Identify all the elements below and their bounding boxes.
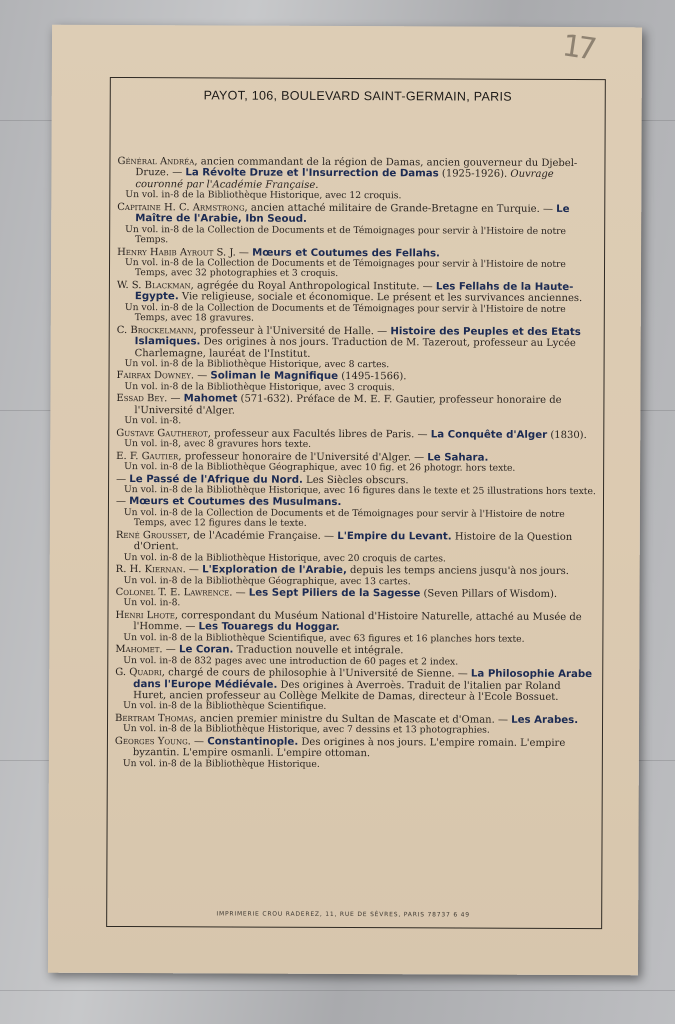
entry-main-line	[116, 393, 596, 418]
entry-edition: Un vol. in-8 de la Bibliothèque Géographique, avec 10 fig. et 26 photogr. hors texte.	[124, 461, 516, 474]
entry-main-line	[117, 325, 597, 361]
entry-details: Des origines à nos jours. L'empire romain. L'empire byzantin. L'empire osmanli. L'empire ottoman.	[132, 736, 566, 760]
entry-edition: Un vol. in-8 de la Bibliothèque Historique, avec 8 cartes.	[124, 358, 390, 371]
entry-details: Vie religieuse, sociale et économique. Le présent et les survivances anciennes.	[181, 291, 583, 305]
entry-edition: Un vol. in-8 de la Bibliothèque Historique, avec 12 croquis.	[125, 189, 402, 202]
entry-main-line	[115, 610, 595, 635]
entry-edition: Un vol. in-8 de la Collection de Documents et de Témoignages pour servir à l'Histoire de notre Temps, avec 32 photographies et 3 croquis.	[125, 256, 566, 280]
entry-author: W. S. Blackman,	[116, 279, 194, 292]
entry-main-line	[117, 202, 597, 227]
entry-details: Des origines à Averroès. Traduit de l'italien par Roland Huret, ancien professeur au Collège Melkite de Damas, directeur à l'Ecole Bossuet.	[133, 679, 561, 703]
entry-description: de l'Académie Française. —	[193, 530, 335, 542]
entry-details: (1925-1926).	[441, 168, 508, 181]
entry-main-line	[115, 667, 595, 703]
catalog-entry	[116, 474, 596, 498]
entry-edition: Un vol. in-8, avec 8 gravures hors texte.	[124, 438, 312, 450]
entry-description: professeur honoraire de l'Université d'Alger. —	[184, 450, 425, 463]
entry-edition: Un vol. in-8 de la Bibliothèque Historique, avec 16 figures dans le texte et 25 illustrations hors texte.	[124, 483, 596, 498]
book-catalog-list	[115, 156, 598, 772]
entry-description: professeur aux Facultés libres de Paris. —	[214, 428, 428, 441]
catalog-entry	[115, 667, 595, 714]
entry-edition: Un vol. in-8 de la Bibliothèque Historique, avec 7 dessins et 13 photographies.	[122, 723, 490, 736]
entry-details: (1830).	[550, 429, 587, 441]
entry-title: Les Fellahs de la Haute-Egypte.	[134, 281, 574, 303]
entry-main-line	[117, 280, 597, 305]
entry-title: Le Passé de l'Afrique du Nord.	[129, 473, 303, 486]
entry-title: Les Sept Piliers de la Sagesse	[248, 587, 421, 600]
entry-title: Histoire des Peuples et des Etats Islamiques.	[134, 325, 581, 348]
catalog-entry	[116, 428, 596, 452]
entry-author: Gustave Gautherot,	[116, 427, 212, 440]
catalog-entry	[117, 325, 597, 372]
entry-title: Mahomet	[183, 393, 238, 405]
entry-author: R. H. Kiernan. —	[115, 564, 199, 576]
entry-author: René Grousset,	[115, 529, 191, 542]
entry-edition: Un vol. in-8 de la Bibliothèque Historique, avec 20 croquis de cartes.	[123, 551, 446, 565]
catalog-entry	[115, 736, 595, 771]
entry-author: Fairfax Downey. —	[116, 370, 208, 382]
catalog-entry	[116, 370, 596, 394]
catalog-frame	[106, 77, 606, 929]
entry-author: Bertram Thomas,	[115, 712, 197, 725]
entry-title: L'Exploration de l'Arabie,	[202, 564, 347, 577]
entry-description: —	[116, 473, 127, 485]
entry-main-line	[117, 156, 597, 192]
entry-author: Henry Habib Ayrout S. J. —	[117, 246, 249, 259]
catalog-entry	[116, 587, 596, 611]
entry-author: G. Quadri,	[115, 667, 166, 679]
entry-author: Général Andréa,	[117, 156, 198, 168]
catalog-entry	[116, 564, 596, 588]
entry-author: E. F. Gautier,	[116, 450, 182, 462]
entry-description: professeur à l'Université de Halle. —	[199, 325, 388, 337]
entry-edition: Un vol. in-8.	[123, 597, 181, 609]
entry-title: Mœurs et Coutumes des Musulmans.	[129, 496, 342, 509]
entry-edition: Un vol. in-8 de la Bibliothèque Historique.	[122, 757, 320, 770]
entry-title: Mœurs et Coutumes des Fellahs.	[252, 247, 440, 259]
entry-main-line	[116, 530, 596, 555]
entry-edition: Un vol. in-8 de la Bibliothèque Géographique, avec 13 cartes.	[123, 574, 411, 587]
catalog-entry	[117, 202, 597, 248]
entry-details: Traduction nouvelle et intégrale.	[236, 644, 404, 657]
entry-title: Les Arabes.	[511, 714, 579, 726]
entry-description: agrégée du Royal Anthropological Institute. —	[197, 280, 433, 293]
catalog-entry	[116, 393, 596, 428]
entry-description: chargé de cours de philosophie à l'Université de Sienne. —	[168, 667, 468, 680]
entry-author: Colonel T. E. Lawrence. —	[115, 587, 246, 599]
catalog-entry	[116, 496, 596, 531]
entry-main-line	[115, 736, 595, 761]
entry-title: Soliman le Magnifique	[210, 370, 339, 383]
catalog-entry	[117, 247, 597, 282]
catalog-entry	[117, 280, 597, 326]
entry-note: Ouvrage couronné par l'Académie Française.	[135, 169, 554, 191]
publisher-header: PAYOT, 106, BOULEVARD SAINT-GERMAIN, PARIS	[203, 88, 512, 104]
pencil-mark: 17	[560, 28, 596, 68]
entry-title: Le Coran.	[178, 644, 234, 656]
entry-title: Constantinople.	[207, 736, 299, 748]
entry-description: ancien commandant de la région de Damas, ancien gouverneur du Djebel-Druze. —	[135, 156, 578, 179]
catalog-entry	[115, 713, 595, 737]
entry-edition: Un vol. in-8 de 832 pages avec une introduction de 60 pages et 2 index.	[123, 654, 459, 668]
entry-details: (Seven Pillars of Wisdom).	[423, 588, 558, 600]
entry-description: ancien premier ministre du Sultan de Mascate et d'Oman. —	[199, 713, 509, 726]
entry-author: Mahomet. —	[115, 644, 176, 656]
book-back-cover	[48, 25, 642, 976]
entry-details: Des origines à nos jours. Traduction de M. Tazerout, professeur au Lycée Charlemagne, lauréat de l'Institut.	[134, 336, 576, 360]
entry-description: correspondant du Muséum National d'Histoire Naturelle, attaché au Musée de l'Homme. —	[133, 610, 582, 633]
entry-title: La Philosophie Arabe dans l'Europe Médiévale.	[133, 668, 593, 691]
catalog-entry	[117, 156, 597, 203]
entry-author: Georges Young. —	[114, 735, 205, 748]
entry-details: depuis les temps anciens jusqu'à nos jours.	[349, 565, 569, 578]
printer-imprint: IMPRIMERIE CROU RADEREZ, 11, RUE DE SÈVRES, PARIS 78737 6 49	[216, 910, 470, 919]
entry-edition: Un vol. in-8 de la Collection de Documents et de Témoignages pour servir à l'Histoire de notre Temps, avec 12 figures dans le texte.	[123, 506, 565, 530]
entry-author: Capitaine H. C. Armstrong,	[117, 201, 248, 214]
entry-edition: Un vol. in-8 de la Bibliothèque Scientifique, avec 63 figures et 16 planches hors texte.	[123, 631, 525, 645]
catalog-entry	[116, 530, 596, 565]
entry-details: Histoire de la Question d'Orient.	[133, 531, 573, 553]
entry-author: Henri Lhote,	[115, 609, 179, 622]
entry-edition: Un vol. in-8 de la Collection de Documents et de Témoignages pour servir à l'Histoire de notre Temps, avec 18 gravures.	[124, 301, 566, 324]
entry-title: La Conquête d'Alger	[430, 429, 548, 441]
entry-edition: Un vol. in-8 de la Collection de Documents et de Témoignages pour servir à l'Histoire de notre Temps.	[125, 223, 567, 246]
catalog-entry	[115, 610, 595, 645]
catalog-entry	[116, 451, 596, 475]
entry-details: Les Siècles obscurs.	[306, 474, 409, 486]
entry-title: Le Sahara.	[427, 451, 489, 464]
entry-edition: Un vol. in-8 de la Bibliothèque Scientifique.	[123, 700, 327, 713]
catalog-entry	[115, 644, 595, 668]
entry-details: (1495-1566).	[341, 371, 407, 383]
entry-author: C. Brockelmann,	[116, 324, 197, 337]
entry-description: ancien attaché militaire de Grande-Bretagne en Turquie. —	[250, 202, 553, 215]
entry-edition: Un vol. in-8.	[124, 415, 182, 427]
entry-title: Le Maître de l'Arabie, Ibn Seoud.	[135, 203, 570, 225]
entry-author: Essad Bey. —	[116, 393, 181, 405]
entry-description: —	[115, 496, 127, 508]
entry-details: (571-632). Préface de M. E. F. Gautier, professeur honoraire de l'Université d'Alger.	[134, 393, 562, 417]
entry-title: L'Empire du Levant.	[337, 530, 452, 543]
entry-edition: Un vol. in-8 de la Bibliothèque Historique, avec 3 croquis.	[124, 380, 395, 394]
entry-title: Les Touaregs du Hoggar.	[198, 621, 340, 634]
entry-title: La Révolte Druze et l'Insurrection de Damas	[185, 167, 439, 180]
